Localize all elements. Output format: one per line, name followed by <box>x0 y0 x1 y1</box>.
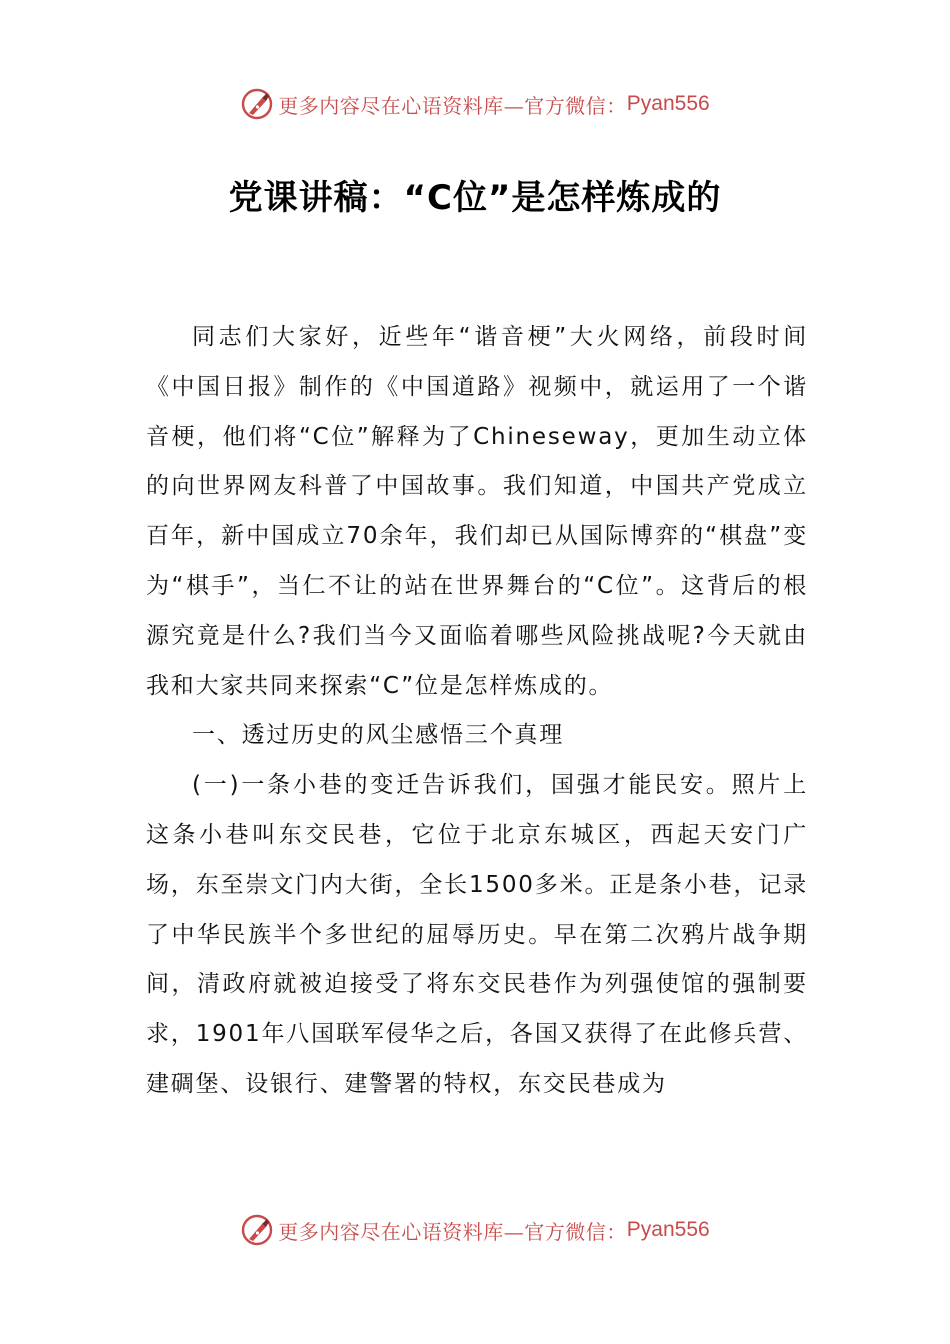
footer-banner <box>0 1208 950 1252</box>
banner-text: 更多内容尽在心语资料库—官方微信： <box>278 1219 627 1244</box>
pen-nib-logo-icon <box>240 1213 274 1247</box>
wechat-id: Pyan556 <box>626 92 710 115</box>
document-body <box>146 313 808 1110</box>
header-banner <box>0 82 950 126</box>
paragraph-section-one: (一)一条小巷的变迁告诉我们，国强才能民安。照片上这条小巷叫东交民巷，它位于北京东城区，西起天安门广场，东至崇文门内大街，全长1500多米。正是条小巷，记录了中华民族半个多世纪的屈辱历史。早在第二次鸦片战争期间，清政府就被迫接受了将东交民巷作为列强使馆的强制要求，1901年八国联军侵华之后，各国又获得了在此修兵营、建碉堡、设银行、建警署的特权，东交民巷成为 <box>146 772 808 1097</box>
section-heading: 一、透过历史的风尘感悟三个真理 <box>192 722 564 749</box>
banner-text: 更多内容尽在心语资料库—官方微信： <box>278 93 627 118</box>
paragraph-intro: 同志们大家好，近些年“谐音梗”大火网络，前段时间《中国日报》制作的《中国道路》视频中，就运用了一个谐音梗，他们将“C位”解释为了Chineseway，更加生动立体的向世界网友科普了中国故事。我们知道，中国共产党成立百年，新中国成立70余年，我们却已从国际博弈的“棋盘”变为“棋手”，当仁不让的站在世界舞台的“C位”。这背后的根源究竟是什么?我们当今又面临着哪些风险挑战呢?今天就由我和大家共同来探索“C”位是怎样炼成的。 <box>146 324 808 699</box>
document-title: 党课讲稿：“C位”是怎样炼成的 <box>228 178 722 218</box>
pen-nib-logo-icon <box>240 87 274 121</box>
wechat-id: Pyan556 <box>626 1218 710 1241</box>
